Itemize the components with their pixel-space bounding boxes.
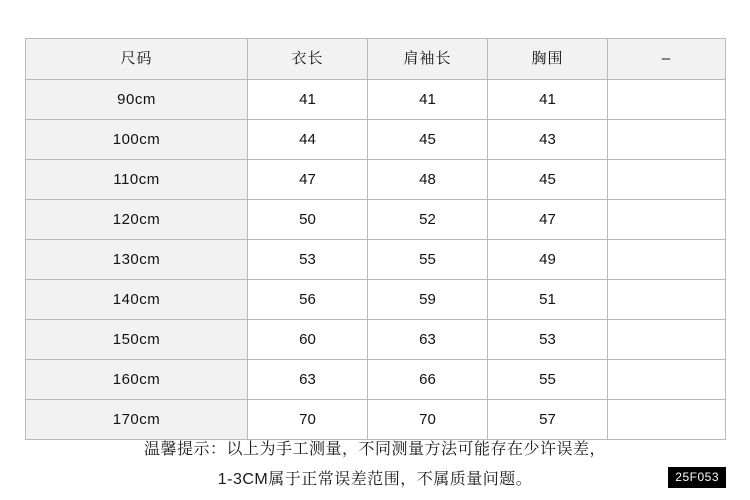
cell-length: 41 bbox=[248, 80, 368, 120]
table-header-row bbox=[26, 39, 726, 80]
table-row bbox=[26, 80, 726, 120]
table-row bbox=[26, 120, 726, 160]
table-row bbox=[26, 240, 726, 280]
cell-length: 60 bbox=[248, 320, 368, 360]
cell-shoulder-sleeve: 70 bbox=[368, 400, 488, 440]
cell-bust: 41 bbox=[488, 80, 608, 120]
cell-length: 50 bbox=[248, 200, 368, 240]
cell-shoulder-sleeve: 48 bbox=[368, 160, 488, 200]
cell-size: 90cm bbox=[26, 80, 248, 120]
cell-bust: 55 bbox=[488, 360, 608, 400]
cell-bust: 47 bbox=[488, 200, 608, 240]
cell-length: 70 bbox=[248, 400, 368, 440]
product-code-badge: 25F053 bbox=[668, 467, 726, 488]
cell-shoulder-sleeve: 66 bbox=[368, 360, 488, 400]
column-header-size: 尺码 bbox=[26, 39, 248, 80]
cell-length: 44 bbox=[248, 120, 368, 160]
cell-length: 47 bbox=[248, 160, 368, 200]
cell-length: 56 bbox=[248, 280, 368, 320]
cell-size: 100cm bbox=[26, 120, 248, 160]
cell-size: 160cm bbox=[26, 360, 248, 400]
cell-bust: 51 bbox=[488, 280, 608, 320]
cell-extra bbox=[608, 160, 726, 200]
cell-size: 110cm bbox=[26, 160, 248, 200]
measurement-notes bbox=[0, 435, 750, 495]
column-header-shoulder-sleeve: 肩袖长 bbox=[368, 39, 488, 80]
table-row bbox=[26, 400, 726, 440]
column-header-bust: 胸围 bbox=[488, 39, 608, 80]
note-line-2: 1-3CM属于正常误差范围，不属质量问题。 bbox=[217, 471, 533, 488]
table-row bbox=[26, 320, 726, 360]
size-table-container bbox=[25, 38, 725, 440]
cell-size: 170cm bbox=[26, 400, 248, 440]
size-table bbox=[25, 38, 726, 440]
cell-bust: 45 bbox=[488, 160, 608, 200]
cell-extra bbox=[608, 240, 726, 280]
table-row bbox=[26, 160, 726, 200]
cell-shoulder-sleeve: 55 bbox=[368, 240, 488, 280]
cell-size: 140cm bbox=[26, 280, 248, 320]
size-table-body bbox=[26, 80, 726, 440]
note-line-1: 温馨提示：以上为手工测量，不同测量方法可能存在少许误差， bbox=[143, 441, 606, 458]
cell-shoulder-sleeve: 59 bbox=[368, 280, 488, 320]
size-table-header bbox=[26, 39, 726, 80]
cell-size: 150cm bbox=[26, 320, 248, 360]
cell-length: 63 bbox=[248, 360, 368, 400]
cell-bust: 57 bbox=[488, 400, 608, 440]
cell-shoulder-sleeve: 52 bbox=[368, 200, 488, 240]
cell-shoulder-sleeve: 45 bbox=[368, 120, 488, 160]
cell-extra bbox=[608, 80, 726, 120]
table-row bbox=[26, 200, 726, 240]
cell-extra bbox=[608, 280, 726, 320]
cell-extra bbox=[608, 400, 726, 440]
cell-extra bbox=[608, 360, 726, 400]
cell-bust: 49 bbox=[488, 240, 608, 280]
cell-shoulder-sleeve: 41 bbox=[368, 80, 488, 120]
table-row bbox=[26, 280, 726, 320]
cell-extra bbox=[608, 320, 726, 360]
cell-bust: 53 bbox=[488, 320, 608, 360]
column-header-extra: – bbox=[608, 39, 726, 80]
cell-size: 120cm bbox=[26, 200, 248, 240]
cell-shoulder-sleeve: 63 bbox=[368, 320, 488, 360]
cell-extra bbox=[608, 120, 726, 160]
cell-length: 53 bbox=[248, 240, 368, 280]
cell-bust: 43 bbox=[488, 120, 608, 160]
column-header-length: 衣长 bbox=[248, 39, 368, 80]
cell-size: 130cm bbox=[26, 240, 248, 280]
table-row bbox=[26, 360, 726, 400]
cell-extra bbox=[608, 200, 726, 240]
